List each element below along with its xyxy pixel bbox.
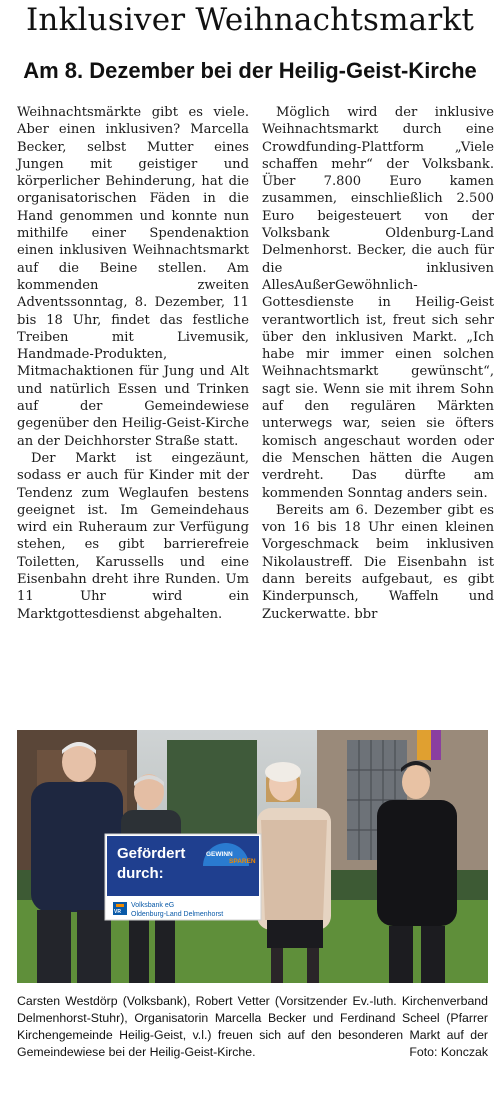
headline: Inklusiver Weihnachtsmarkt <box>25 2 475 38</box>
paragraph: Der Markt ist eingezäunt, sodass er auch für Kinder mit der Tendenz zum Weglaufen bestens geeignet ist. Im Gemeindehaus wird ein Ruheraum zur Verfügung stehen, es gibt barrierefreie Toiletten, Karussells und eine Eisenbahn dreht ihre Runden. Um 11 Uhr wird ein Marktgottesdienst abgehalten. <box>17 450 249 622</box>
paragraph: Bereits am 6. Dezember gibt es von 16 bis 18 Uhr einen kleinen Vorgeschmack beim inklusiven Nikolaustreff. Die Eisenbahn ist dann bereits aufgebaut, es gibt Kinderpunsch, Waffeln und Zuckerwatte. bbr <box>262 502 494 622</box>
bank-name: Volksbank eG <box>131 902 175 909</box>
donation-sign <box>105 834 261 920</box>
caption-text: Carsten Westdörp (Volksbank), Robert Vetter (Vorsitzender Ev.-luth. Kirchenverband Delmenhorst-Stuhr), Organisatorin Marcella Becker und Ferdinand Scheel (Pfarrer Kirchengemeinde Heilig-Geist, v.l.) freuen sich auf den besonderen Markt auf der Gemeindewiese bei der Heilig-Geist-Kirche. <box>17 994 488 1059</box>
bank-branch: Oldenburg-Land Delmenhorst <box>131 911 224 918</box>
svg-text:VR: VR <box>114 909 121 915</box>
photo-credit: Foto: Konczak <box>409 1045 488 1059</box>
sign-line-1: Gefördert <box>117 845 186 862</box>
photo-caption <box>17 993 488 1061</box>
article-column-left <box>17 104 249 623</box>
paragraph: Weihnachtsmärkte gibt es viele. Aber einen inklusiven? Marcella Becker, selbst Mutter eines Jungen mit geistiger und körperlicher Behinderung, hat die organisatorischen Fäden in die Hand genommen und konnte nun mithilfe einer Spendenaktion einen inklusiven Weihnachtsmarkt auf die Beine stellen. Am kommenden zweiten Adventssonntag, 8. Dezember, 11 bis 18 Uhr, findet das festliche Treiben mit Livemusik, Handmade-Produkten, Mitmachaktionen für Jung und Alt und natürlich Essen und Trinken auf der Gemeindewiese gegenüber den Heilig-Geist-Kirche an der Deichhorster Straße statt. <box>17 105 249 449</box>
subheadline: Am 8. Dezember bei der Heilig-Geist-Kirche <box>23 58 477 83</box>
paragraph: Möglich wird der inklusive Weihnachtsmarkt durch eine Crowdfunding-Plattform „Viele schaffen mehr“ der Volksbank. Über 7.800 Euro kamen zusammen, einschließlich 2.500 Euro beigesteuert von der Volksbank Oldenburg-Land Delmenhorst. Becker, die auch für die inklusiven AllesAußerGewöhnlich-Gottesdienste in Heilig-Geist verantwortlich ist, freut sich sehr über den inklusiven Markt. „Ich habe mir immer einen solchen Weihnachtsmarkt gewünscht“, sagt sie. Wenn sie mit ihrem Sohn auf den regulären Märkten unterwegs war, seien sie öfters komisch angeschaut worden oder die Menschen hätten die Augen verdreht. Das dürfte am kommenden Sonntag anders sein. <box>262 105 494 501</box>
svg-text:GEWINN: GEWINN <box>206 851 233 858</box>
article-photo <box>17 730 488 983</box>
photo-illustration <box>17 730 488 983</box>
article-column-right <box>262 104 494 623</box>
svg-text:SPAREN: SPAREN <box>229 858 256 865</box>
sign-line-2: durch: <box>117 865 164 882</box>
